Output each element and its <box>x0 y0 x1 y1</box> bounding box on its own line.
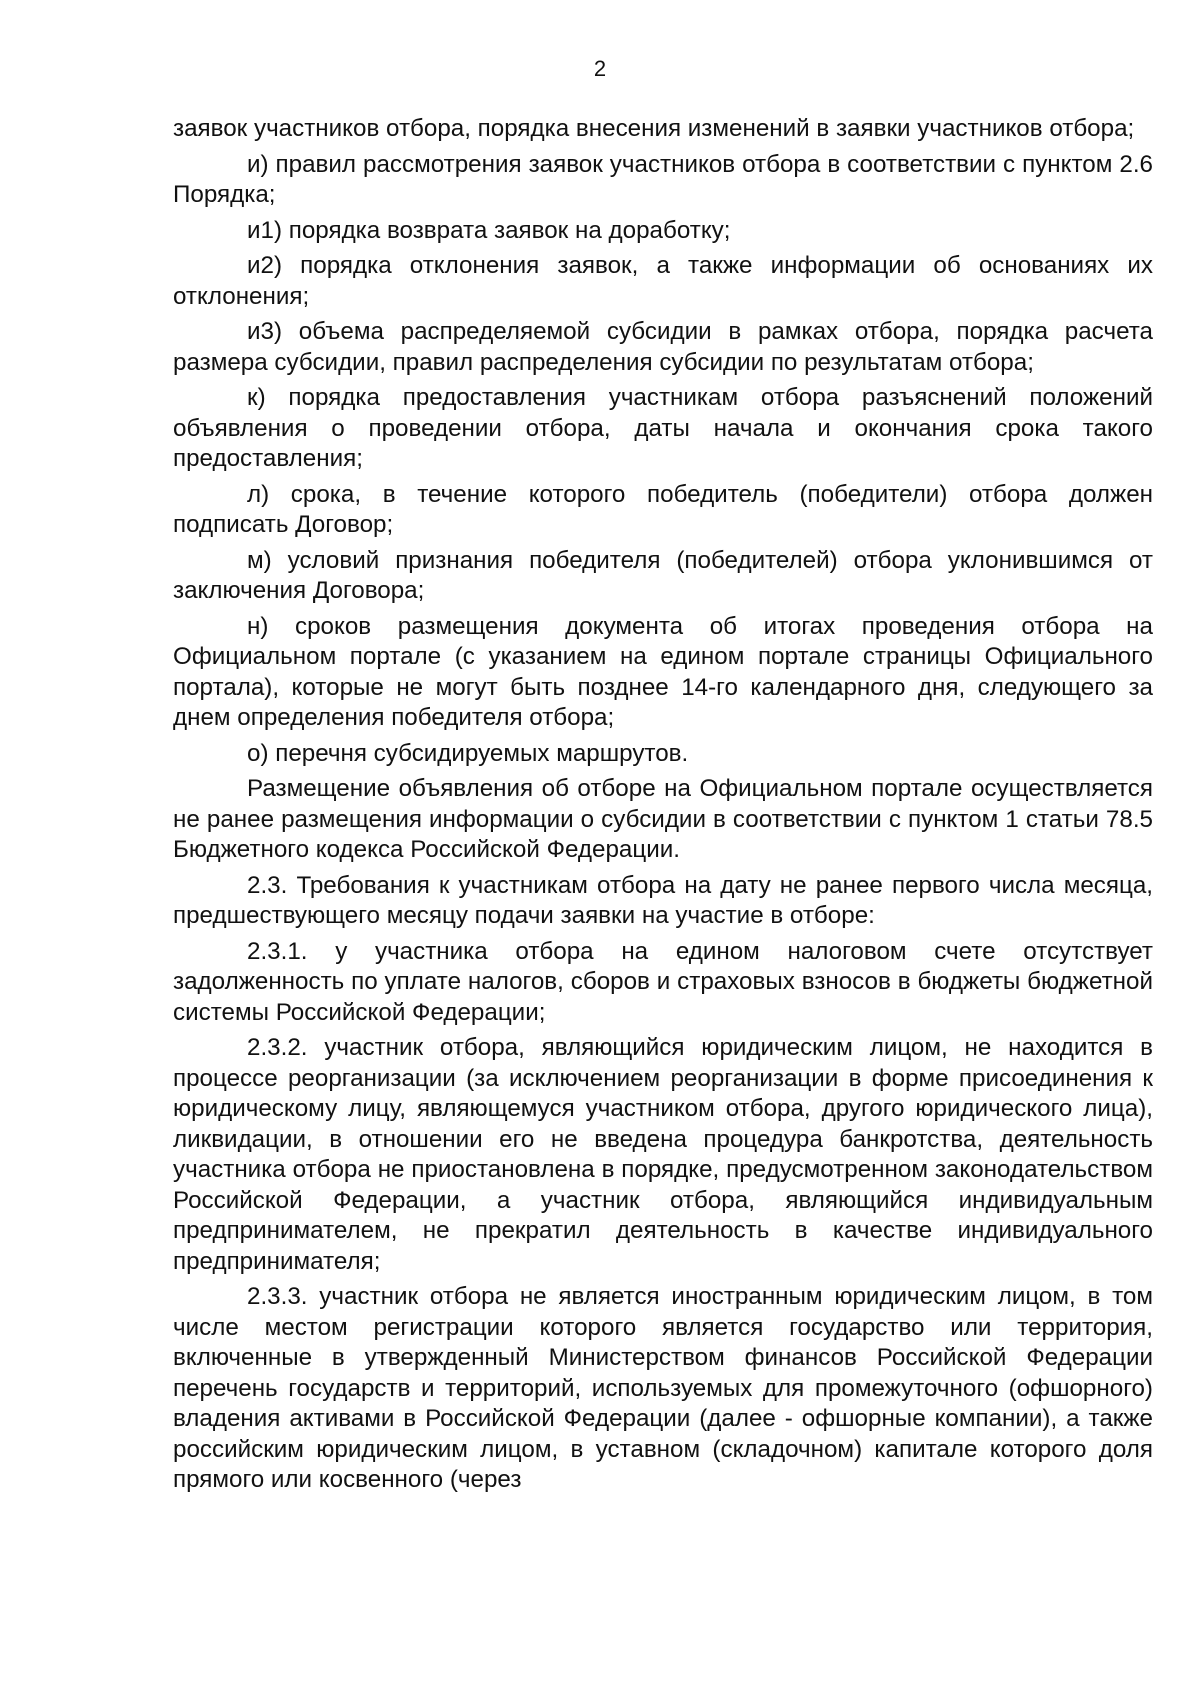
paragraph-item-l: л) срока, в течение которого победитель (победители) отбора должен подписать Договор; <box>173 480 1153 538</box>
paragraph-item-n: н) сроков размещения документа об итогах проведения отбора на Официальном портале (с указанием на едином портале страницы Официального портала), которые не могут быть позднее 14-го календарного дня, следующего за днем определения победителя отбора; <box>173 612 1153 731</box>
paragraph-item-i1: и1) порядка возврата заявок на доработку; <box>247 216 731 244</box>
paragraph-announcement-placement: Размещение объявления об отборе на Официальном портале осуществляется не ранее размещения информации о субсидии в соответствии с пунктом 1 статьи 78.5 Бюджетного кодекса Российской Федерации. <box>173 775 1153 863</box>
paragraph-section-2-3-1: 2.3.1. у участника отбора на едином налоговом счете отсутствует задолженность по уплате налогов, сборов и страховых взносов в бюджеты бюджетной системы Российской Федерации; <box>173 937 1153 1026</box>
paragraph-item-i2: и2) порядка отклонения заявок, а также информации об основаниях их отклонения; <box>173 252 1153 310</box>
paragraph-item-m: м) условий признания победителя (победителей) отбора уклонившимся от заключения Договора; <box>173 546 1153 604</box>
paragraph-section-2-3-2: 2.3.2. участник отбора, являющийся юридическим лицом, не находится в процессе реорганизации (за исключением реорганизации в форме присоединения к юридическому лицу, являющемуся участником отбора, другого юридического лица), ликвидации, в отношении его не введена процедура банкротства, деятельность участника отбора не приостановлена в порядке, предусмотренном законодательством Российской Федерации, а участник отбора, являющийся индивидуальным предпринимателем, не прекратил деятельность в качестве индивидуального предпринимателя; <box>173 1034 1153 1275</box>
paragraph-continuation: заявок участников отбора, порядка внесения изменений в заявки участников отбора; <box>173 115 1135 142</box>
paragraph-item-k: к) порядка предоставления участникам отбора разъяснений положений объявления о проведении отбора, даты начала и окончания срока такого предоставления; <box>173 384 1153 472</box>
paragraph-section-2-3: 2.3. Требования к участникам отбора на дату не ранее первого числа месяца, предшествующего месяцу подачи заявки на участие в отборе: <box>173 871 1153 929</box>
paragraph-item-i3: и3) объема распределяемой субсидии в рамках отбора, порядка расчета размера субсидии, правил распределения субсидии по результатам отбора; <box>173 318 1153 376</box>
document-body <box>173 114 1153 1501</box>
paragraph-section-2-3-3: 2.3.3. участник отбора не является иностранным юридическим лицом, в том числе местом регистрации которого является государство или территория, включенные в утвержденный Министерством финансов Российской Федерации перечень государств и территорий, используемых для промежуточного (офшорного) владения активами в Российской Федерации (далее - офшорные компании), а также российским юридическим лицом, в уставном (складочном) капитале которого доля прямого или косвенного (через <box>173 1283 1153 1493</box>
page-number: 2 <box>593 56 607 81</box>
paragraph-item-o: о) перечня субсидируемых маршрутов. <box>247 739 689 767</box>
paragraph-item-i: и) правил рассмотрения заявок участников отбора в соответствии с пунктом 2.6 Порядка; <box>173 150 1153 208</box>
